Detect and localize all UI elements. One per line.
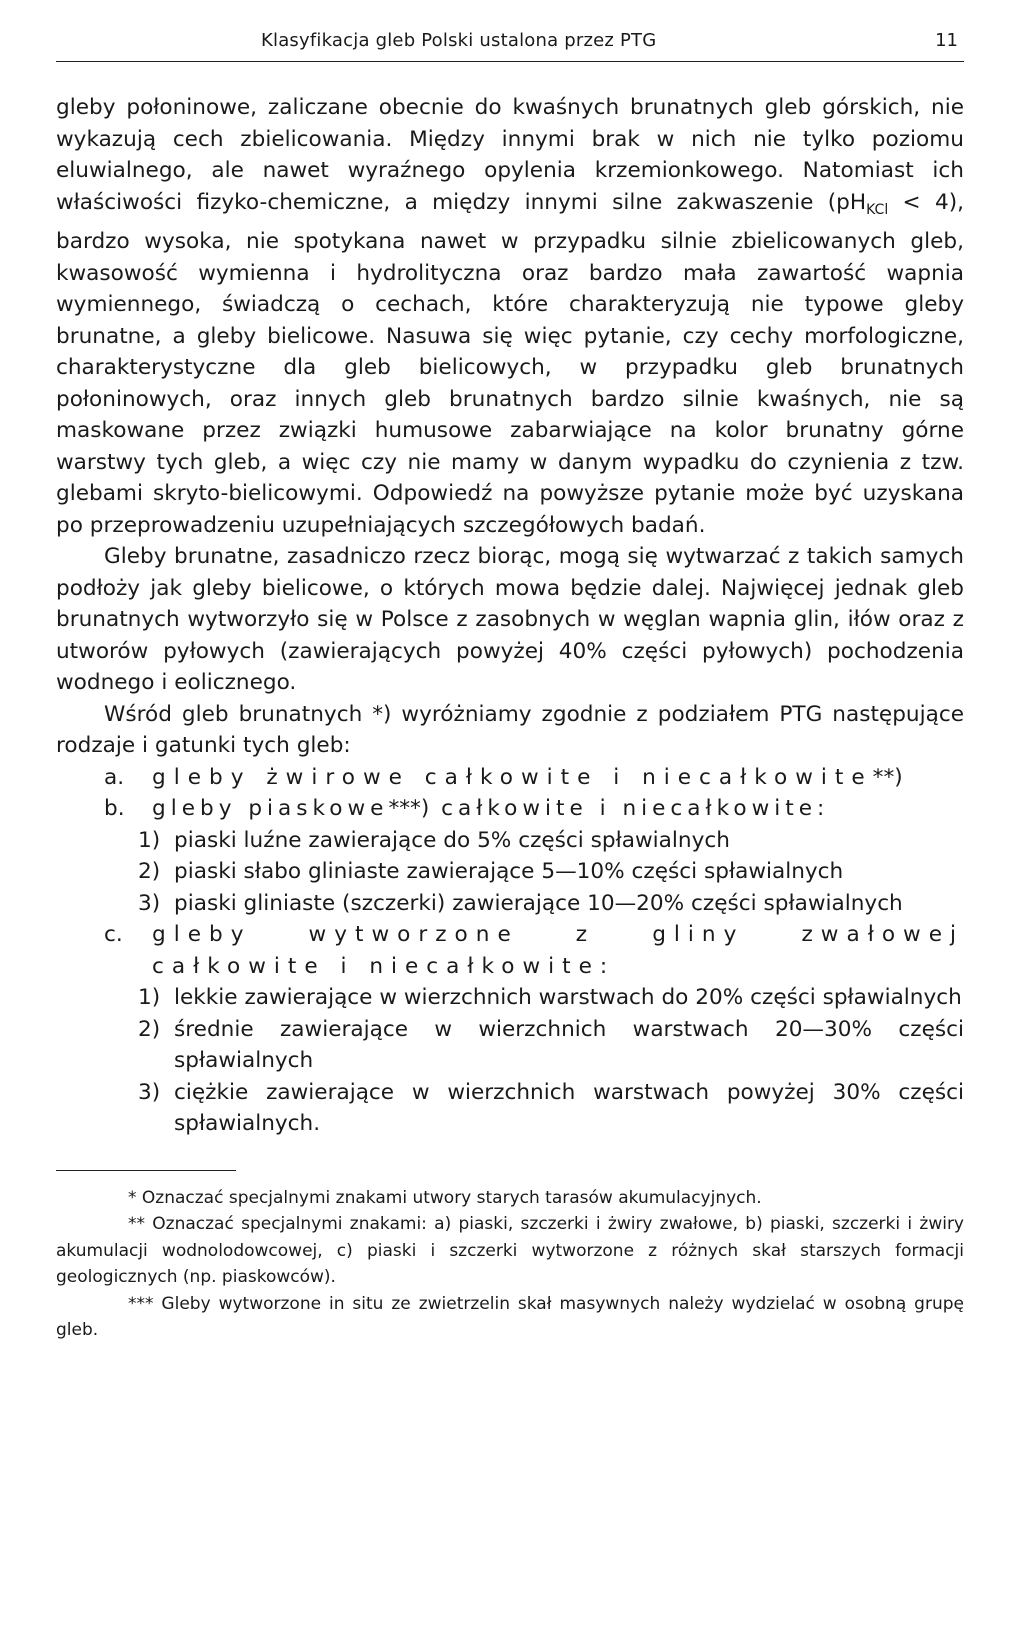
footnote-separator [56,1170,236,1171]
body-text [56,92,964,1140]
footnote-text-3: Gleby wytworzone in situ ze zwietrzelin skał masywnych należy wydzielać w osobną grupę gleb. [56,1293,964,1340]
footnote-3 [56,1291,964,1344]
list-text-b2: piaski słabo gliniaste zawierające 5—10% części spławialnych [174,859,844,884]
footnotes [56,1185,964,1344]
list-text-c2: średnie zawierające w wierzchnich warstwach 20—30% części spławialnych [174,1016,964,1073]
paragraph-1-pre: gleby połoninowe, zaliczane obecnie do kwaśnych brunatnych gleb górskich, nie wykazują cech zbielicowania. Między innymi brak w nich nie tylko poziomu eluwialnego, ale nawet wyraźnego opylenia krzemionkowego. Natomiast ich właściwości fizyko-chemiczne, a między innymi silne zakwaszenie (pH [56,95,964,215]
list-item-a [56,762,964,794]
list-text-b3: piaski gliniaste (szczerki) zawierające 10—20% części spławialnych [174,890,903,916]
list-item-c3 [56,1077,964,1140]
list-label-b2: 2) [138,859,161,884]
list-item-b1 [56,825,964,857]
list-label-a: a. [104,764,125,790]
list-label-b: b. [104,796,125,821]
footnote-mark-2: ** [128,1214,145,1234]
footnote-ref-2: **) [872,764,903,790]
page [56,30,964,1344]
list-text-b-2: całkowite i niecałkowite: [429,796,830,821]
paragraph-1 [56,92,964,541]
page-number: 11 [935,30,958,51]
list-label-c3: 3) [138,1079,161,1105]
paragraph-1-post: < 4), bardzo wysoka, nie spotykana nawet w przypadku silnie zbielicowanych gleb, kwasowość wymienna i hydrolityczna oraz bardzo mała zawartość wapnia wymiennego, świadczą o cechach, które charakteryzują nie typowe gleby brunatne, a gleby bielicowe. Nasuwa się więc pytanie, czy cechy morfologiczne, charakterystyczne dla gleb bielicowych, w przypadku gleb brunatnych połoninowych, oraz innych gleb brunatnych bardzo silnie kwaśnych, nie są maskowane przez związki humusowe zabarwiające na kolor brunatny górne warstwy tych gleb, a więc czy nie mamy w danym wypadku do czynienia z tzw. glebami skryto-bielicowymi. Odpowiedź na powyższe pytanie może być uzyskana po przeprowadzeniu uzupełniających szczegółowych badań. [56,189,964,538]
list-item-b [56,793,964,825]
list-item-b3 [56,888,964,920]
footnote-1 [56,1185,964,1212]
list-text-c: gleby wytworzone z gliny zwałowej całkowite i niecałkowite: [152,922,964,979]
list-text-a: gleby żwirowe całkowite i niecałkowite [152,764,873,790]
list-item-b2 [56,856,964,888]
footnote-2 [56,1211,964,1291]
footnote-text-2: Oznaczać specjalnymi znakami: a) piaski, szczerki i żwiry zwałowe, b) piaski, szczerki i żwiry akumulacji wodnolodowcowej, c) piaski i szczerki wytworzone z różnych skał starszych formacji geologicznych (np. piaskowców). [56,1214,964,1287]
list-item-c [56,919,964,982]
running-header [56,30,964,62]
list-label-b3: 3) [138,890,161,916]
footnote-mark-3: *** [128,1293,154,1314]
list-item-c2 [56,1014,964,1077]
list-label-c: c. [104,922,123,947]
list-label-c2: 2) [138,1016,161,1042]
list-label-b1: 1) [138,827,161,853]
footnote-text-1: Oznaczać specjalnymi znakami utwory starych tarasów akumulacyjnych. [136,1187,762,1208]
paragraph-3: Wśród gleb brunatnych *) wyróżniamy zgodnie z podziałem PTG następujące rodzaje i gatunki tych gleb: [56,701,964,758]
footnote-mark-1: * [128,1187,137,1208]
header-title: Klasyfikacja gleb Polski ustalona przez PTG [261,30,657,51]
list-text-b-1: gleby piaskowe [152,796,389,821]
list-text-c1: lekkie zawierające w wierzchnich warstwach do 20% części spławialnych [174,985,962,1010]
list-item-c1 [56,982,964,1014]
ph-subscript: KCl [866,201,889,218]
list-text-c3: ciężkie zawierające w wierzchnich warstwach powyżej 30% części spławialnych. [174,1079,964,1136]
paragraph-2: Gleby brunatne, zasadniczo rzecz biorąc, mogą się wytwarzać z takich samych podłoży jak gleby bielicowe, o których mowa będzie dalej. Najwięcej jednak gleb brunatnych wytworzyło się w Polsce z zasobnych w węglan wapnia glin, iłów oraz z utworów pyłowych (zawierających powyżej 40% części pyłowych) pochodzenia wodnego i eolicznego. [56,544,964,695]
footnote-ref-3: ***) [388,796,430,821]
list-label-c1: 1) [138,985,161,1010]
list-text-b1: piaski luźne zawierające do 5% części spławialnych [174,827,730,853]
